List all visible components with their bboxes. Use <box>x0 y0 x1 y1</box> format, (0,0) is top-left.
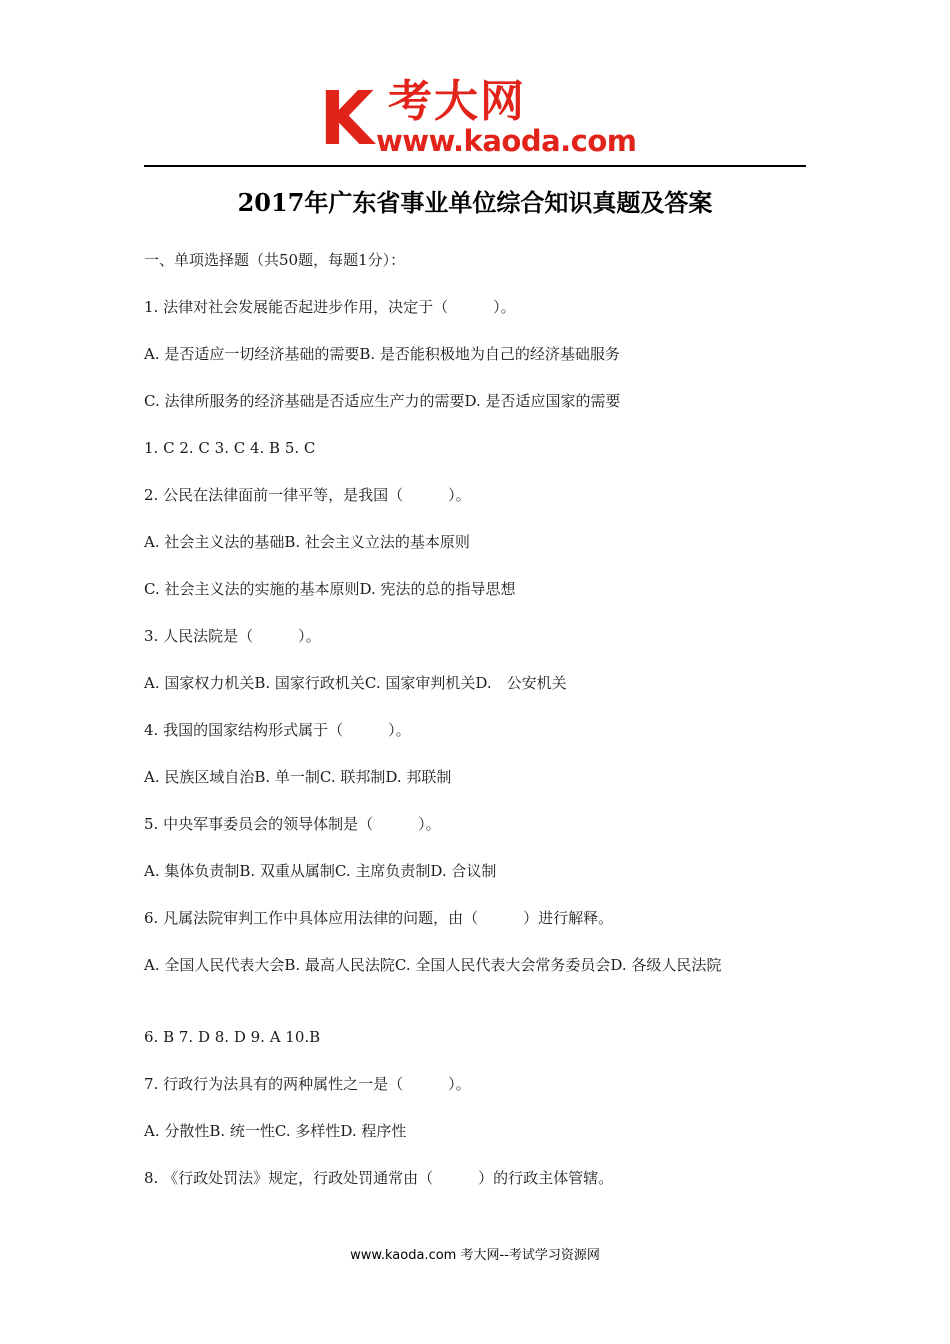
section-heading: 一、单项选择题（共50题，每题1分）： <box>144 251 406 269</box>
header-divider <box>144 165 806 167</box>
question-4-options: A. 民族区域自治B. 单一制C. 联邦制D. 邦联制 <box>144 768 452 786</box>
kaoda-logo <box>318 78 638 160</box>
question-1-options-cd: C. 法律所服务的经济基础是否适应生产力的需要D. 是否适应国家的需要 <box>144 392 621 410</box>
question-5: 5. 中央军事委员会的领导体制是（ ）。 <box>144 815 441 833</box>
logo-url: www.kaoda.com <box>376 124 637 158</box>
question-7-options: A. 分散性B. 统一性C. 多样性D. 程序性 <box>144 1122 407 1140</box>
question-1: 1. 法律对社会发展能否起进步作用，决定于（ ）。 <box>144 298 516 316</box>
question-8: 8. 《行政处罚法》规定，行政处罚通常由（ ）的行政主体管辖。 <box>144 1169 614 1187</box>
question-2: 2. 公民在法律面前一律平等，是我国（ ）。 <box>144 486 471 504</box>
page-footer: www.kaoda.com 考大网--考试学习资源网 <box>350 1248 600 1263</box>
document-body <box>144 248 806 1213</box>
logo-k-mark: K <box>319 76 374 162</box>
question-6-options: A. 全国人民代表大会B. 最高人民法院C. 全国人民代表大会常务委员会D. 各级人民法院 <box>144 956 722 974</box>
answers-6-10: 6. B 7. D 8. D 9. A 10.B <box>144 1028 321 1046</box>
answers-1-5: 1. C 2. C 3. C 4. B 5. C <box>144 439 316 457</box>
question-5-options: A. 集体负责制B. 双重从属制C. 主席负责制D. 合议制 <box>144 862 497 880</box>
logo-name: 考大网 <box>388 76 526 127</box>
question-7: 7. 行政行为法具有的两种属性之一是（ ）。 <box>144 1075 471 1093</box>
question-4: 4. 我国的国家结构形式属于（ ）。 <box>144 721 411 739</box>
question-3: 3. 人民法院是（ ）。 <box>144 627 321 645</box>
document-title: 2017年广东省事业单位综合知识真题及答案 <box>237 188 713 217</box>
question-6: 6. 凡属法院审判工作中具体应用法律的问题，由（ ）进行解释。 <box>144 909 614 927</box>
question-2-options-cd: C. 社会主义法的实施的基本原则D. 宪法的总的指导思想 <box>144 580 516 598</box>
question-1-options-ab: A. 是否适应一切经济基础的需要B. 是否能积极地为自己的经济基础服务 <box>144 345 620 363</box>
question-3-options: A. 国家权力机关B. 国家行政机关C. 国家审判机关D. 公安机关 <box>144 674 567 692</box>
question-2-options-ab: A. 社会主义法的基础B. 社会主义立法的基本原则 <box>144 533 470 551</box>
